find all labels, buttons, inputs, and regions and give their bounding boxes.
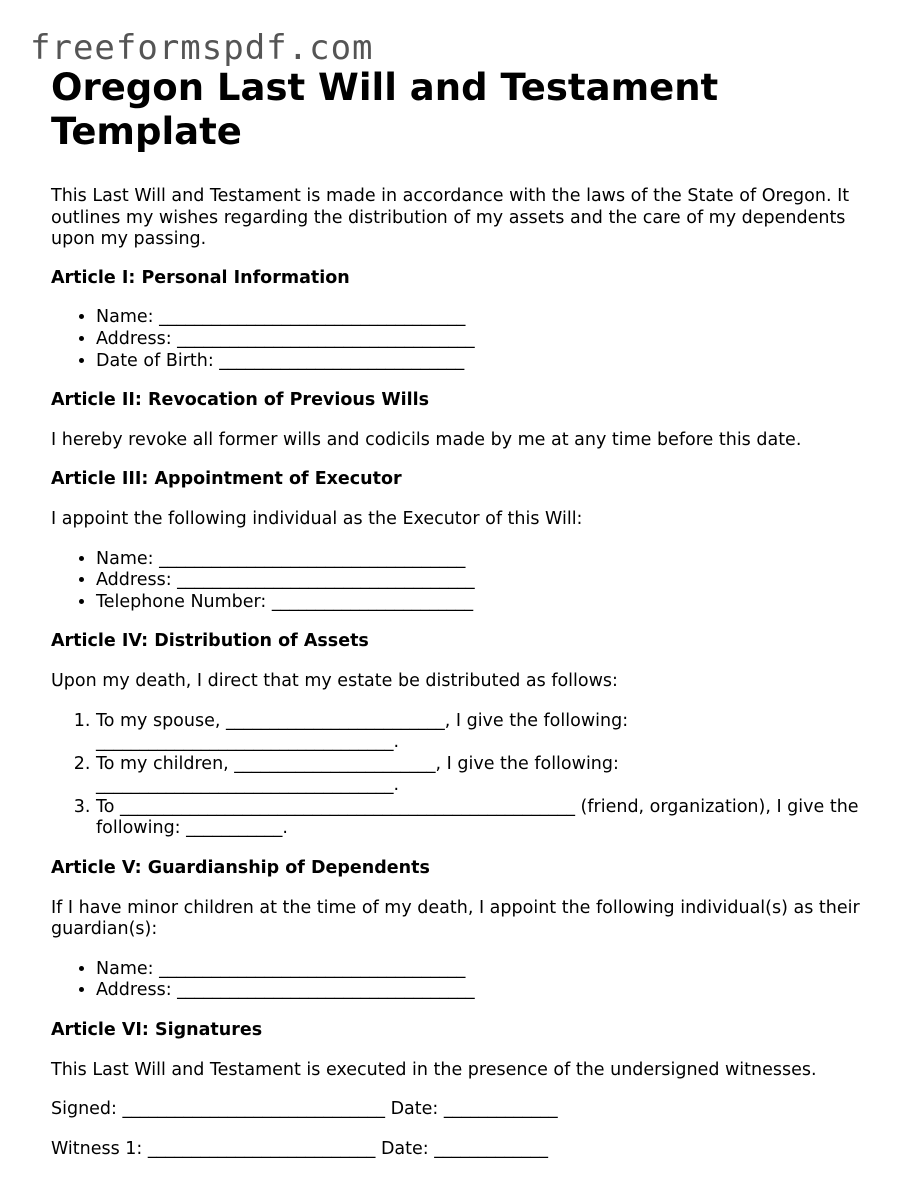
guardianship-text: If I have minor children at the time of my death, I appoint the following individual(s) as their guardian(s): bbox=[51, 897, 860, 940]
article-2-heading: Article II: Revocation of Previous Wills bbox=[51, 390, 430, 411]
executor-text: I appoint the following individual as the Executor of this Will: bbox=[51, 508, 583, 529]
personal-info-list bbox=[51, 307, 871, 372]
article-5-heading: Article V: Guardianship of Dependents bbox=[51, 858, 430, 879]
article-6-heading: Article VI: Signatures bbox=[51, 1020, 263, 1041]
article-3-heading: Article III: Appointment of Executor bbox=[51, 469, 402, 490]
watermark: freeformspdf.com bbox=[30, 28, 374, 68]
list-item: 2. To my children, _______________________, I give the following: __________________________________. bbox=[96, 754, 871, 797]
article-4-heading: Article IV: Distribution of Assets bbox=[51, 631, 369, 652]
signed-line: Signed: ______________________________ Date: _____________ bbox=[51, 1099, 558, 1120]
list-item: • Address: __________________________________ bbox=[96, 980, 871, 1002]
article-1-heading: Article I: Personal Information bbox=[51, 267, 350, 288]
guardian-list bbox=[51, 959, 871, 1002]
list-item: • Address: __________________________________ bbox=[96, 570, 871, 592]
list-item: • Name: ___________________________________ bbox=[96, 307, 871, 329]
intro-paragraph: This Last Will and Testament is made in accordance with the laws of the State of Oregon. It outlines my wishes regarding the distribution of my assets and the care of my dependents upon my passing. bbox=[51, 186, 850, 250]
list-item: • Address: __________________________________ bbox=[96, 329, 871, 351]
list-item: 1. To my spouse, _________________________, I give the following: __________________________________. bbox=[96, 711, 871, 754]
list-item: • Name: ___________________________________ bbox=[96, 959, 871, 981]
list-item: • Telephone Number: _______________________ bbox=[96, 592, 871, 614]
distribution-list bbox=[51, 711, 871, 841]
document bbox=[51, 66, 871, 1178]
list-item: • Date of Birth: ____________________________ bbox=[96, 351, 871, 373]
distribution-text: Upon my death, I direct that my estate be distributed as follows: bbox=[51, 670, 618, 691]
list-item: • Name: ___________________________________ bbox=[96, 549, 871, 571]
witness-1-line: Witness 1: __________________________ Date: _____________ bbox=[51, 1138, 548, 1159]
list-item: 3. To ____________________________________________________ (friend, organization), I give the following: ___________. bbox=[96, 797, 871, 840]
executor-list bbox=[51, 549, 871, 614]
page-title: Oregon Last Will and Testament Template bbox=[51, 66, 719, 153]
signatures-text: This Last Will and Testament is executed in the presence of the undersigned witnesses. bbox=[51, 1059, 817, 1080]
revocation-text: I hereby revoke all former wills and codicils made by me at any time before this date. bbox=[51, 429, 802, 450]
